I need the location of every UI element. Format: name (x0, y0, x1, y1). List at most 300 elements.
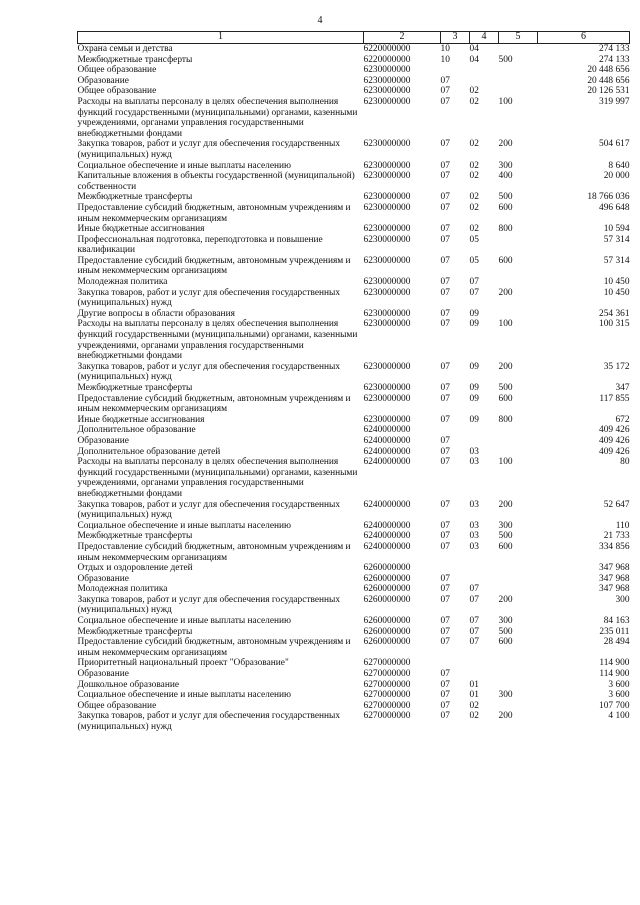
row-subsection: 07 (469, 616, 479, 627)
row-name: Социальное обеспечение и иные выплаты населению (77, 690, 292, 701)
row-name: Расходы на выплаты персоналу в целях обеспечения выполнения функций государственными (муниципальными) органами, казенными учреждениями, органами управления государственными внебюджетными фондами (77, 96, 358, 139)
row-subsection: 09 (469, 308, 479, 319)
row-code: 6230000000 (363, 255, 411, 266)
row-amount: 20 448 656 (587, 65, 630, 76)
row-code: 6230000000 (363, 96, 411, 107)
table-row (78, 521, 630, 532)
row-section: 07 (440, 287, 450, 298)
table-body (78, 44, 630, 733)
row-expense-type: 200 (498, 711, 513, 722)
row-subsection (470, 65, 499, 76)
row-subsection: 02 (469, 86, 479, 97)
row-name: Общее образование (77, 700, 157, 711)
table-row (78, 584, 630, 595)
row-expense-type (499, 76, 538, 87)
row-name: Образование (77, 435, 129, 446)
table-row (78, 309, 630, 320)
row-amount: 100 315 (599, 319, 630, 330)
row-subsection: 03 (469, 520, 479, 531)
row-expense-type: 800 (498, 414, 513, 425)
row-code: 6240000000 (363, 446, 411, 457)
table-row (78, 224, 630, 235)
row-code: 6260000000 (363, 616, 411, 627)
row-name: Иные бюджетные ассигнования (77, 224, 205, 235)
table-row (78, 531, 630, 542)
row-section: 07 (440, 626, 450, 637)
row-name: Приоритетный национальный проект "Образование" (77, 658, 289, 669)
row-name: Расходы на выплаты персоналу в целях обеспечения выполнения функций государственными (муниципальными) органами, казенными учреждениями, органами управления государственными внебюджетными фондами (77, 319, 358, 362)
row-subsection: 07 (469, 584, 479, 595)
row-code: 6240000000 (363, 541, 411, 552)
row-section: 07 (440, 711, 450, 722)
header-col-1: 1 (78, 32, 364, 44)
table-row (78, 383, 630, 394)
table-row (78, 658, 630, 669)
row-amount: 496 648 (599, 202, 630, 213)
row-subsection: 02 (469, 192, 479, 203)
row-section: 07 (440, 594, 450, 605)
table-row (78, 86, 630, 97)
row-amount: 235 011 (599, 626, 630, 637)
row-amount: 409 426 (599, 446, 630, 457)
row-expense-type (499, 669, 538, 680)
row-subsection (470, 669, 499, 680)
table-row (78, 97, 630, 139)
table-row (78, 616, 630, 627)
row-section: 07 (440, 637, 450, 648)
row-code: 6260000000 (363, 626, 411, 637)
row-section: 07 (440, 616, 450, 627)
row-code: 6260000000 (363, 584, 411, 595)
table-row (78, 161, 630, 172)
row-code: 6230000000 (363, 65, 411, 76)
row-section: 07 (440, 192, 450, 203)
row-subsection (470, 425, 499, 436)
row-expense-type: 500 (498, 54, 513, 65)
row-section: 07 (440, 139, 450, 150)
row-subsection: 03 (469, 457, 479, 468)
row-subsection: 03 (469, 541, 479, 552)
row-amount: 504 617 (599, 139, 630, 150)
row-subsection: 01 (469, 679, 479, 690)
row-expense-type: 300 (498, 690, 513, 701)
row-expense-type (499, 44, 538, 55)
page-number: 4 (317, 15, 323, 26)
row-section: 07 (440, 531, 450, 542)
table-row (78, 447, 630, 458)
budget-table (77, 31, 630, 733)
row-expense-type: 600 (498, 393, 513, 404)
row-expense-type: 800 (498, 224, 513, 235)
row-section: 07 (440, 584, 450, 595)
row-name: Межбюджетные трансферты (77, 54, 193, 65)
row-name: Предоставление субсидий бюджетным, автономным учреждениям и иным некоммерческим организациям (77, 393, 351, 415)
row-subsection: 02 (469, 700, 479, 711)
row-section: 07 (440, 690, 450, 701)
row-section: 07 (440, 446, 450, 457)
row-expense-type (499, 584, 538, 595)
row-subsection: 01 (469, 690, 479, 701)
row-code: 6270000000 (363, 658, 411, 669)
row-amount: 334 856 (599, 541, 630, 552)
table-row (78, 55, 630, 66)
row-amount: 35 172 (603, 361, 630, 372)
row-amount: 347 968 (599, 584, 630, 595)
row-name: Молодежная политика (77, 584, 168, 595)
row-subsection: 07 (469, 637, 479, 648)
row-expense-type (499, 680, 538, 691)
row-expense-type: 500 (498, 531, 513, 542)
table-row (78, 436, 630, 447)
row-subsection: 05 (469, 234, 479, 245)
row-expense-type: 600 (498, 637, 513, 648)
row-subsection (470, 574, 499, 585)
row-subsection: 03 (469, 499, 479, 510)
row-code: 6230000000 (363, 192, 411, 203)
row-section: 07 (440, 361, 450, 372)
row-name: Капитальные вложения в объекты государственной (муниципальной) собственности (77, 171, 355, 192)
row-code: 6260000000 (363, 573, 411, 584)
table-row (78, 500, 630, 521)
row-section: 07 (440, 277, 450, 288)
row-code: 6230000000 (363, 308, 411, 319)
row-amount: 110 (615, 520, 630, 531)
table-row (78, 711, 630, 732)
row-amount: 4 100 (608, 711, 630, 722)
row-amount: 84 163 (603, 616, 630, 627)
row-section: 07 (440, 234, 450, 245)
row-subsection: 02 (469, 202, 479, 213)
row-code: 6230000000 (363, 319, 411, 330)
row-subsection (470, 658, 499, 669)
table-header-row (78, 32, 630, 44)
table-row (78, 192, 630, 203)
table-row (78, 574, 630, 585)
row-expense-type (499, 574, 538, 585)
row-amount: 347 968 (599, 563, 630, 574)
row-subsection: 02 (469, 96, 479, 107)
header-col-6: 6 (538, 32, 630, 44)
row-code: 6260000000 (363, 637, 411, 648)
row-amount: 10 450 (603, 277, 630, 288)
row-amount: 274 133 (599, 54, 630, 65)
row-expense-type: 500 (498, 383, 513, 393)
row-section: 07 (440, 308, 450, 319)
row-expense-type: 500 (498, 192, 513, 203)
row-code: 6220000000 (363, 54, 411, 65)
row-expense-type: 600 (498, 541, 513, 552)
table-row (78, 256, 630, 277)
row-name: Закупка товаров, работ и услуг для обеспечения государственных (муниципальных) нужд (77, 287, 341, 309)
row-subsection: 04 (469, 44, 479, 54)
row-name: Предоставление субсидий бюджетным, автономным учреждениям и иным некоммерческим организациям (77, 255, 351, 277)
table-row (78, 425, 630, 436)
row-name: Закупка товаров, работ и услуг для обеспечения государственных (муниципальных) нужд (77, 139, 341, 160)
row-subsection: 07 (469, 277, 479, 288)
row-name: Дополнительное образование детей (77, 446, 221, 457)
row-name: Охрана семьи и детства (77, 44, 173, 54)
header-col-2: 2 (364, 32, 441, 44)
header-col-5: 5 (499, 32, 538, 44)
row-name: Иные бюджетные ассигнования (77, 414, 205, 425)
row-code: 6240000000 (363, 457, 411, 468)
row-section: 07 (440, 414, 450, 425)
row-subsection (470, 76, 499, 87)
row-code: 6230000000 (363, 86, 411, 97)
row-subsection: 09 (469, 383, 479, 393)
row-amount: 10 450 (603, 287, 630, 298)
row-subsection: 07 (469, 626, 479, 637)
table-row (78, 563, 630, 574)
row-name: Отдых и оздоровление детей (77, 563, 193, 574)
row-expense-type (499, 86, 538, 97)
row-expense-type: 200 (498, 287, 513, 298)
row-amount: 8 640 (608, 160, 630, 171)
row-amount: 20 448 656 (587, 75, 630, 86)
table-row (78, 203, 630, 224)
row-amount: 20 000 (603, 171, 630, 182)
row-expense-type (499, 563, 538, 574)
row-code: 6240000000 (363, 499, 411, 510)
row-code: 6220000000 (363, 44, 411, 54)
table-row (78, 277, 630, 288)
row-code: 6240000000 (363, 435, 411, 446)
row-expense-type (499, 235, 538, 256)
row-name: Социальное обеспечение и иные выплаты населению (77, 616, 292, 627)
row-code: 6270000000 (363, 700, 411, 711)
row-expense-type (499, 65, 538, 76)
row-expense-type (499, 658, 538, 669)
row-section: 07 (440, 171, 450, 182)
row-amount: 300 (615, 594, 630, 605)
row-amount: 114 900 (599, 669, 630, 680)
row-amount: 254 361 (599, 308, 630, 319)
row-code: 6260000000 (363, 594, 411, 605)
row-section: 07 (440, 160, 450, 171)
row-subsection: 03 (469, 446, 479, 457)
row-amount: 3 600 (608, 690, 630, 701)
row-code: 6270000000 (363, 679, 411, 690)
row-expense-type (499, 425, 538, 436)
row-expense-type: 400 (498, 171, 513, 182)
table-row (78, 44, 630, 55)
table-row (78, 415, 630, 426)
row-name: Общее образование (77, 65, 157, 76)
row-expense-type: 200 (498, 361, 513, 372)
row-section: 07 (440, 520, 450, 531)
row-name: Общее образование (77, 86, 157, 97)
row-section: 07 (440, 75, 450, 86)
row-amount: 117 855 (599, 393, 630, 404)
row-section: 07 (440, 224, 450, 235)
row-name: Профессиональная подготовка, переподготовка и повышение квалификации (77, 234, 323, 256)
row-section (441, 658, 470, 669)
table-row (78, 595, 630, 616)
row-expense-type: 100 (498, 457, 513, 468)
table-row (78, 139, 630, 160)
row-amount: 114 900 (599, 658, 630, 669)
row-amount: 319 997 (599, 96, 630, 107)
row-name: Дошкольное образование (77, 679, 180, 690)
table-row (78, 637, 630, 658)
row-section: 07 (440, 255, 450, 266)
row-amount: 57 314 (603, 255, 630, 266)
row-amount: 80 (620, 457, 630, 468)
row-section: 07 (440, 96, 450, 107)
table-row (78, 319, 630, 361)
row-subsection: 02 (469, 160, 479, 171)
row-subsection: 07 (469, 287, 479, 298)
row-code: 6230000000 (363, 171, 411, 182)
row-code: 6240000000 (363, 520, 411, 531)
row-name: Социальное обеспечение и иные выплаты населению (77, 520, 292, 531)
table-row (78, 288, 630, 309)
row-subsection: 09 (469, 393, 479, 404)
row-amount: 52 647 (603, 499, 630, 510)
row-code: 6260000000 (363, 563, 411, 574)
row-subsection: 09 (469, 319, 479, 330)
row-name: Расходы на выплаты персоналу в целях обеспечения выполнения функций государственными (муниципальными) органами, казенными учреждениями, органами управления государственными внебюджетными фондами (77, 457, 358, 499)
row-subsection: 02 (469, 171, 479, 182)
row-subsection: 09 (469, 414, 479, 425)
row-amount: 21 733 (603, 531, 630, 542)
row-name: Закупка товаров, работ и услуг для обеспечения государственных (муниципальных) нужд (77, 361, 341, 383)
row-name: Предоставление субсидий бюджетным, автономным учреждениям и иным некоммерческим организациям (77, 541, 351, 563)
row-section (441, 65, 470, 76)
row-subsection: 09 (469, 361, 479, 372)
row-section: 07 (440, 383, 450, 393)
row-code: 6230000000 (363, 277, 411, 288)
header-col-3: 3 (441, 32, 470, 44)
row-code: 6230000000 (363, 139, 411, 150)
row-amount: 28 494 (603, 637, 630, 648)
table-row (78, 627, 630, 638)
table-row (78, 457, 630, 499)
row-expense-type (499, 701, 538, 712)
row-section: 07 (440, 679, 450, 690)
row-name: Другие вопросы в области образования (77, 308, 235, 319)
row-subsection: 04 (469, 54, 479, 65)
table-row (78, 680, 630, 691)
row-code: 6230000000 (363, 414, 411, 425)
row-expense-type: 200 (498, 594, 513, 605)
row-amount: 672 (615, 414, 630, 425)
row-expense-type: 100 (498, 319, 513, 330)
row-name: Закупка товаров, работ и услуг для обеспечения государственных (муниципальных) нужд (77, 711, 341, 732)
row-amount: 3 600 (608, 679, 630, 690)
row-code: 6230000000 (363, 224, 411, 235)
row-section: 07 (440, 393, 450, 404)
row-code: 6270000000 (363, 690, 411, 701)
row-name: Молодежная политика (77, 277, 168, 288)
row-name: Образование (77, 669, 129, 680)
row-name: Социальное обеспечение и иные выплаты населению (77, 160, 292, 171)
header-col-4: 4 (470, 32, 499, 44)
row-name: Межбюджетные трансферты (77, 192, 193, 203)
row-subsection (470, 436, 499, 447)
row-subsection: 05 (469, 255, 479, 266)
row-expense-type: 200 (498, 499, 513, 510)
row-code: 6270000000 (363, 711, 411, 722)
row-code: 6240000000 (363, 531, 411, 542)
table-row (78, 362, 630, 383)
row-section: 07 (440, 669, 450, 680)
row-name: Межбюджетные трансферты (77, 626, 193, 637)
row-name: Закупка товаров, работ и услуг для обеспечения государственных (муниципальных) нужд (77, 594, 341, 616)
row-section (441, 563, 470, 574)
row-expense-type (499, 309, 538, 320)
row-section: 07 (440, 202, 450, 213)
row-subsection (470, 563, 499, 574)
row-expense-type: 200 (498, 139, 513, 150)
row-code: 6230000000 (363, 393, 411, 404)
table-row (78, 669, 630, 680)
row-name: Предоставление субсидий бюджетным, автономным учреждениям и иным некоммерческим организациям (77, 637, 351, 658)
row-subsection: 03 (469, 531, 479, 542)
row-section: 07 (440, 457, 450, 468)
table-row (78, 690, 630, 701)
row-amount: 57 314 (603, 234, 630, 245)
row-expense-type: 300 (498, 160, 513, 171)
row-code: 6230000000 (363, 160, 411, 171)
row-section: 10 (440, 54, 450, 65)
row-name: Межбюджетные трансферты (77, 531, 193, 542)
row-name: Предоставление субсидий бюджетным, автономным учреждениям и иным некоммерческим организациям (77, 202, 351, 224)
row-amount: 347 (615, 383, 630, 393)
row-subsection: 02 (469, 224, 479, 235)
row-section: 10 (440, 44, 450, 54)
row-section (441, 425, 470, 436)
row-expense-type: 300 (498, 616, 513, 627)
row-code: 6270000000 (363, 669, 411, 680)
row-section: 07 (440, 499, 450, 510)
row-expense-type: 500 (498, 626, 513, 637)
row-name: Образование (77, 573, 129, 584)
row-expense-type (499, 447, 538, 458)
row-amount: 347 968 (599, 573, 630, 584)
table-row (78, 65, 630, 76)
row-amount: 409 426 (599, 425, 630, 436)
table-row (78, 701, 630, 712)
row-code: 6230000000 (363, 383, 411, 393)
row-name: Образование (77, 75, 129, 86)
row-code: 6230000000 (363, 361, 411, 372)
table-row (78, 235, 630, 256)
row-section: 07 (440, 435, 450, 446)
row-name: Закупка товаров, работ и услуг для обеспечения государственных (муниципальных) нужд (77, 499, 341, 521)
row-amount: 10 594 (603, 224, 630, 235)
row-code: 6240000000 (363, 425, 411, 436)
row-section: 07 (440, 573, 450, 584)
row-section: 07 (440, 86, 450, 97)
row-section: 07 (440, 319, 450, 330)
row-subsection: 02 (469, 139, 479, 150)
row-amount: 18 766 036 (587, 192, 630, 203)
row-subsection: 07 (469, 594, 479, 605)
row-amount: 274 133 (599, 44, 630, 54)
table-row (78, 171, 630, 192)
row-code: 6230000000 (363, 287, 411, 298)
row-code: 6230000000 (363, 234, 411, 245)
row-expense-type: 300 (498, 520, 513, 531)
table-row (78, 76, 630, 87)
row-name: Дополнительное образование (77, 425, 196, 436)
row-amount: 409 426 (599, 435, 630, 446)
row-subsection: 02 (469, 711, 479, 722)
row-name: Межбюджетные трансферты (77, 383, 193, 393)
table-row (78, 394, 630, 415)
row-expense-type: 600 (498, 255, 513, 266)
